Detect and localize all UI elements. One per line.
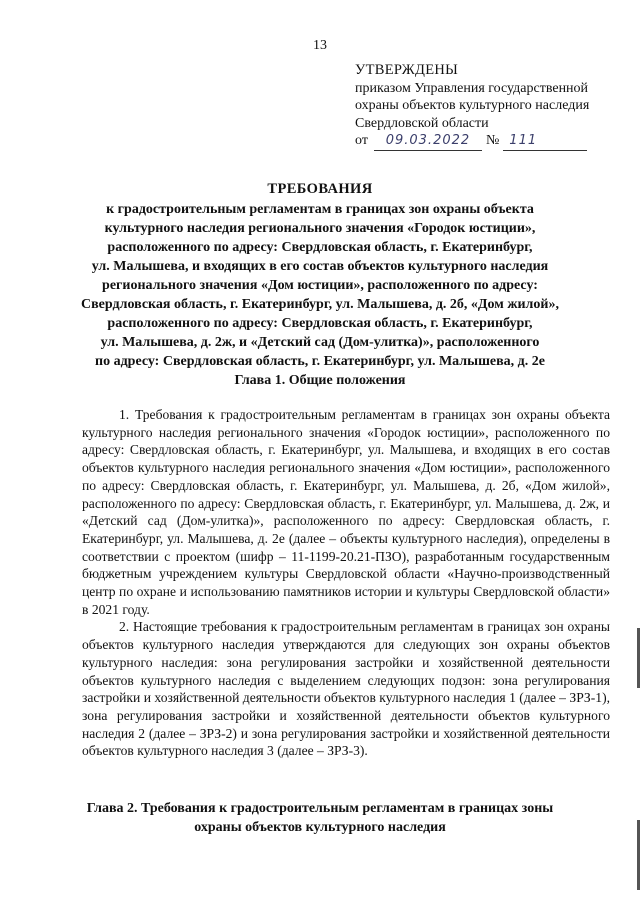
paragraph-1: 1. Требования к градостроительным регламентам в границах зон охраны объекта культурного наследия регионального значения «Городок юстиции», расположенного по адресу: Свердловская область, г. Екатеринбург, ул. Малышева, и входящих в его состав объектов культурного наследия регионального значения «Дом юстиции», расположенного по адресу: Свердловская область, г. Екатеринбург, ул. Малышева, д. 2б, «Дом жилой», расположенного по адресу: Свердловская область, г. Екатеринбург, ул. Малышева, д. 2ж, и «Детский сад (Дом-улитка)», расположенного по адресу: Свердловская область, г. Екатеринбург, ул. Малышева, д. 2е (далее – объекты культурного наследия), определены в соответствии с проектом (шифр – 11-1199-20.21-ПЗО), разработанным государственным бюджетным учреждением культуры Свердловской области «Научно-производственный центр по охране и использованию памятников истории и культуры Свердловской области» в 2021 году.: [82, 407, 610, 617]
approval-line-3: Свердловской области: [355, 115, 489, 131]
title-subtitle-line: регионального значения «Дом юстиции», расположенного по адресу:: [102, 278, 538, 293]
approval-line-2: охраны объектов культурного наследия: [355, 98, 590, 113]
chapter-2-heading: [0, 799, 640, 837]
approval-stamp: [355, 62, 640, 151]
title-subtitle-line: по адресу: Свердловская область, г. Екатеринбург, ул. Малышева, д. 2е: [95, 354, 545, 369]
approval-heading: УТВЕРЖДЕНЫ: [355, 62, 459, 78]
title-subtitle-line: расположенного по адресу: Свердловская область, г. Екатеринбург,: [107, 240, 533, 255]
title-subtitle-line: Свердловская область, г. Екатеринбург, ул. Малышева, д. 2б, «Дом жилой»,: [81, 297, 559, 312]
date-prefix: от: [355, 133, 368, 148]
chapter-1-heading: Глава 1. Общие положения: [234, 373, 406, 388]
approval-date-line: [355, 132, 640, 151]
chapter-1-body: [82, 406, 610, 760]
title-subtitle-line: расположенного по адресу: Свердловская область, г. Екатеринбург,: [107, 316, 533, 331]
handwritten-number: 111: [503, 132, 587, 151]
number-prefix: №: [485, 133, 500, 148]
handwritten-date: 09.03.2022: [374, 132, 482, 151]
document-title: [60, 180, 580, 371]
title-subtitle-line: ул. Малышева, д. 2ж, и «Детский сад (Дом-улитка)», расположенного: [100, 335, 540, 350]
approval-line-1: приказом Управления государственной: [355, 80, 589, 96]
page-number: 13: [313, 38, 327, 53]
title-subtitle-line: культурного наследия регионального значения «Городок юстиции»,: [104, 221, 536, 236]
title-subtitle-line: ул. Малышева, и входящих в его состав объектов культурного наследия: [91, 259, 549, 274]
title-main: ТРЕБОВАНИЯ: [267, 181, 373, 197]
paragraph-2: 2. Настоящие требования к градостроительным регламентам в границах зон охраны объектов культурного наследия утверждаются для следующих зон охраны объектов культурного наследия: зона регулирования застройки и хозяйственной деятельности объектов культурного наследия с выделением следующих подзон: зона регулирования застройки и хозяйственной деятельности объектов культурного наследия 1 (далее – ЗРЗ-1), зона регулирования застройки и хозяйственной деятельности объектов культурного наследия 2 (далее – ЗРЗ-2) и зона регулирования застройки и хозяйственной деятельности объектов культурного наследия 3 (далее – ЗРЗ-3).: [82, 619, 610, 759]
title-subtitle-line: к градостроительным регламентам в границах зон охраны объекта: [106, 202, 534, 217]
chapter-2-heading-line: Глава 2. Требования к градостроительным регламентам в границах зоны: [86, 801, 554, 816]
chapter-2-heading-line: охраны объектов культурного наследия: [194, 820, 446, 835]
